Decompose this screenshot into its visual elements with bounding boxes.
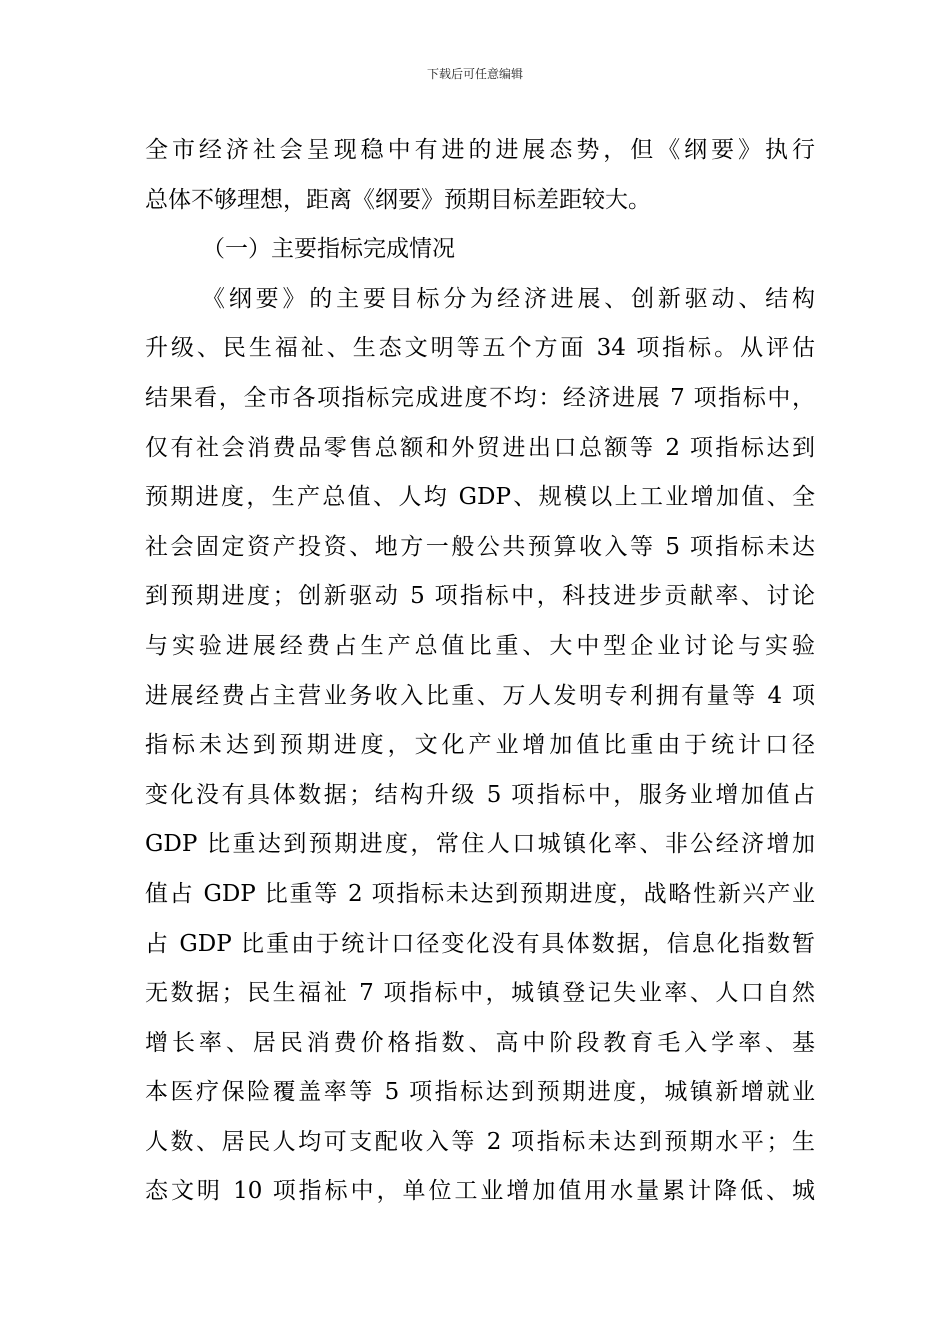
body-line: 升级、民生福祉、生态文明等五个方面 34 项指标。从评估: [145, 335, 815, 362]
page-header: 下载后可任意编辑: [426, 67, 523, 81]
body-line: 到预期进度；创新驱动 5 项指标中，科技进步贡献率、讨论: [145, 583, 815, 610]
body-line: 结果看，全市各项指标完成进度不均：经济进展 7 项指标中，: [145, 384, 815, 411]
body-line: 本医疗保险覆盖率等 5 项指标达到预期进度，城镇新增就业: [145, 1079, 815, 1106]
body-line: 预期进度，生产总值、人均 GDP、规模以上工业增加值、全: [145, 484, 815, 511]
body-line: 无数据；民生福祉 7 项指标中，城镇登记失业率、人口自然: [145, 980, 815, 1007]
body-line: 人数、居民人均可支配收入等 2 项指标未达到预期水平；生: [145, 1128, 815, 1155]
body-line: 与实验进展经费占生产总值比重、大中型企业讨论与实验: [145, 632, 815, 659]
body-line: 《纲要》的主要目标分为经济进展、创新驱动、结构: [202, 285, 815, 312]
body-line: 占 GDP 比重由于统计口径变化没有具体数据，信息化指数暂: [145, 930, 815, 957]
body-line: 值占 GDP 比重等 2 项指标未达到预期进度，战略性新兴产业: [145, 880, 815, 907]
body-line: 增长率、居民消费价格指数、高中阶段教育毛入学率、基: [145, 1029, 815, 1056]
body-line: GDP 比重达到预期进度，常住人口城镇化率、非公经济增加: [145, 831, 815, 858]
body-line: 仅有社会消费品零售总额和外贸进出口总额等 2 项指标达到: [145, 434, 815, 461]
body-line: 指标未达到预期进度，文化产业增加值比重由于统计口径: [145, 732, 815, 759]
body-line: 变化没有具体数据；结构升级 5 项指标中，服务业增加值占: [145, 781, 815, 808]
body-line: 总体不够理想，距离《纲要》预期目标差距较大。: [145, 186, 651, 213]
section-heading: （一）主要指标完成情况: [202, 236, 455, 263]
body-line: 全市经济社会呈现稳中有进的进展态势，但《纲要》执行: [145, 137, 815, 163]
document-body: [145, 126, 815, 1217]
body-line: 态文明 10 项指标中，单位工业增加值用水量累计降低、城: [145, 1178, 815, 1205]
body-line: 进展经费占主营业务收入比重、万人发明专利拥有量等 4 项: [145, 682, 815, 709]
body-line: 社会固定资产投资、地方一般公共预算收入等 5 项指标未达: [145, 533, 815, 560]
